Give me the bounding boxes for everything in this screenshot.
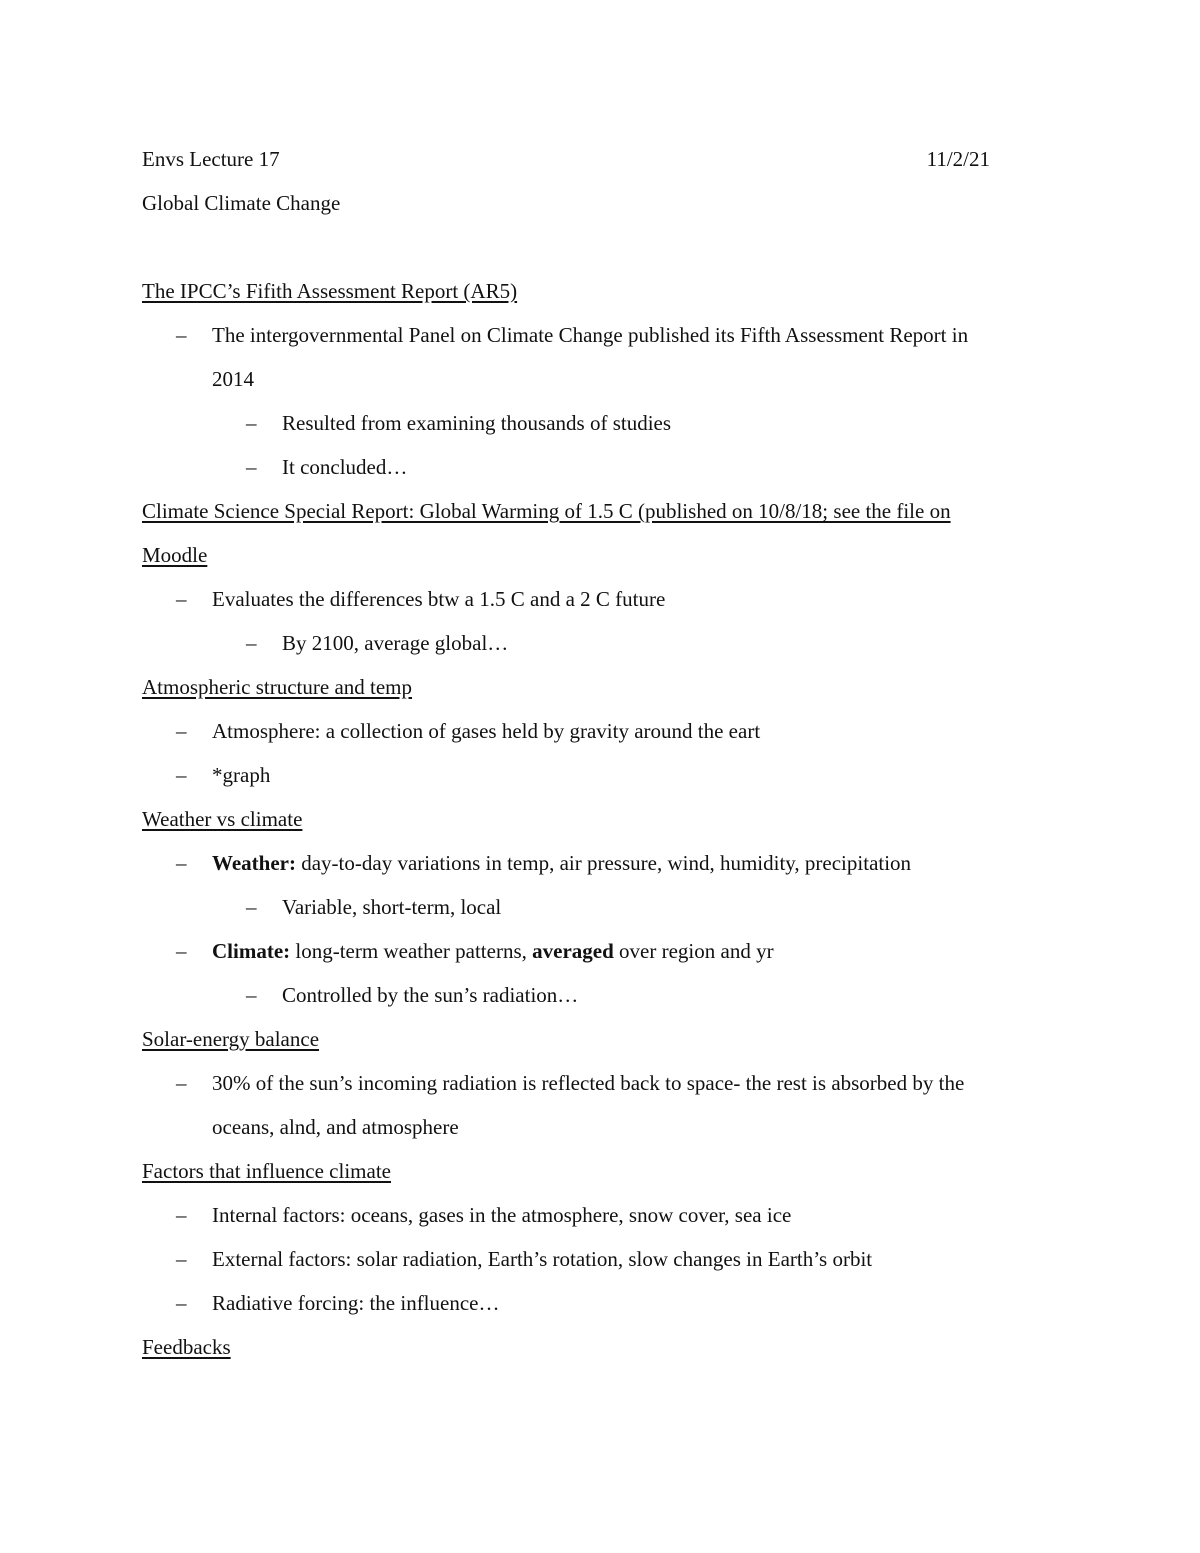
bullet-text: *graph	[212, 763, 271, 787]
bullet-text: Resulted from examining thousands of studies	[282, 411, 672, 435]
bullet-text: External factors: solar radiation, Earth’s rotation, slow changes in Earth’s orbit	[212, 1247, 873, 1271]
section-heading-special-report: Climate Science Special Report: Global Warming of 1.5 C (published on 10/8/18; see the file on	[142, 499, 951, 523]
bullet-item	[142, 313, 1060, 357]
bullet-text: It concluded…	[282, 455, 408, 479]
bullet-continuation: 2014	[212, 367, 254, 391]
bullet-text: Internal factors: oceans, gases in the atmosphere, snow cover, sea ice	[212, 1203, 792, 1227]
bullet-text: Radiative forcing: the influence…	[212, 1291, 500, 1315]
section-heading-ipcc: The IPCC’s Fifith Assessment Report (AR5)	[142, 279, 518, 303]
dash-bullet: –	[176, 719, 187, 743]
bullet-item	[142, 1281, 1060, 1325]
dash-bullet: –	[176, 851, 187, 875]
bullet-item	[142, 929, 1060, 973]
bullet-item	[142, 709, 1060, 753]
dash-bullet: –	[246, 895, 257, 919]
dash-bullet: –	[176, 1071, 187, 1095]
dash-bullet: –	[176, 323, 187, 347]
bullet-item	[142, 841, 1060, 885]
sub-bullet-item	[142, 445, 1060, 489]
bullet-continuation: oceans, alnd, and atmosphere	[212, 1115, 459, 1139]
bullet-text: day-to-day variations in temp, air pressure, wind, humidity, precipitation	[295, 851, 912, 875]
section-heading-special-report-cont: Moodle	[142, 543, 208, 567]
dash-bullet: –	[176, 763, 187, 787]
dash-bullet: –	[246, 983, 257, 1007]
topic-title: Global Climate Change	[142, 191, 341, 215]
sub-bullet-item	[142, 885, 1060, 929]
sub-bullet-item	[142, 621, 1060, 665]
bullet-text: Evaluates the differences btw a 1.5 C and a 2 C future	[212, 587, 666, 611]
dash-bullet: –	[176, 939, 187, 963]
dash-bullet: –	[176, 1291, 187, 1315]
sub-bullet-item	[142, 973, 1060, 1017]
bullet-text: over region and yr	[613, 939, 774, 963]
bullet-text: Atmosphere: a collection of gases held by gravity around the eart	[212, 719, 761, 743]
header-row	[142, 137, 990, 181]
section-heading-factors: Factors that influence climate	[142, 1159, 391, 1183]
bullet-item	[142, 1061, 1060, 1105]
bullet-item	[142, 1193, 1060, 1237]
bold-word: averaged	[532, 939, 614, 963]
bullet-item	[142, 577, 1060, 621]
section-heading-feedbacks: Feedbacks	[142, 1335, 231, 1359]
blank-line	[142, 225, 1060, 269]
dash-bullet: –	[176, 587, 187, 611]
bullet-text: Controlled by the sun’s radiation…	[282, 983, 579, 1007]
section-heading-weather-climate: Weather vs climate	[142, 807, 303, 831]
section-heading-atmosphere: Atmospheric structure and temp	[142, 675, 413, 699]
dash-bullet: –	[176, 1203, 187, 1227]
bullet-text: The intergovernmental Panel on Climate Change published its Fifth Assessment Report in	[212, 323, 969, 347]
bullet-item	[142, 1237, 1060, 1281]
dash-bullet: –	[176, 1247, 187, 1271]
bullet-text: long-term weather patterns,	[290, 939, 533, 963]
dash-bullet: –	[246, 455, 257, 479]
bullet-text: Variable, short-term, local	[282, 895, 502, 919]
lecture-date: 11/2/21	[926, 147, 990, 171]
dash-bullet: –	[246, 411, 257, 435]
term-climate: Climate:	[212, 939, 291, 963]
bullet-text: By 2100, average global…	[282, 631, 509, 655]
bullet-text: 30% of the sun’s incoming radiation is reflected back to space- the rest is absorbed by the	[212, 1071, 965, 1095]
course-title: Envs Lecture 17	[142, 147, 280, 171]
dash-bullet: –	[246, 631, 257, 655]
bullet-item	[142, 753, 1060, 797]
section-heading-solar-energy: Solar-energy balance	[142, 1027, 320, 1051]
sub-bullet-item	[142, 401, 1060, 445]
term-weather: Weather:	[212, 851, 296, 875]
